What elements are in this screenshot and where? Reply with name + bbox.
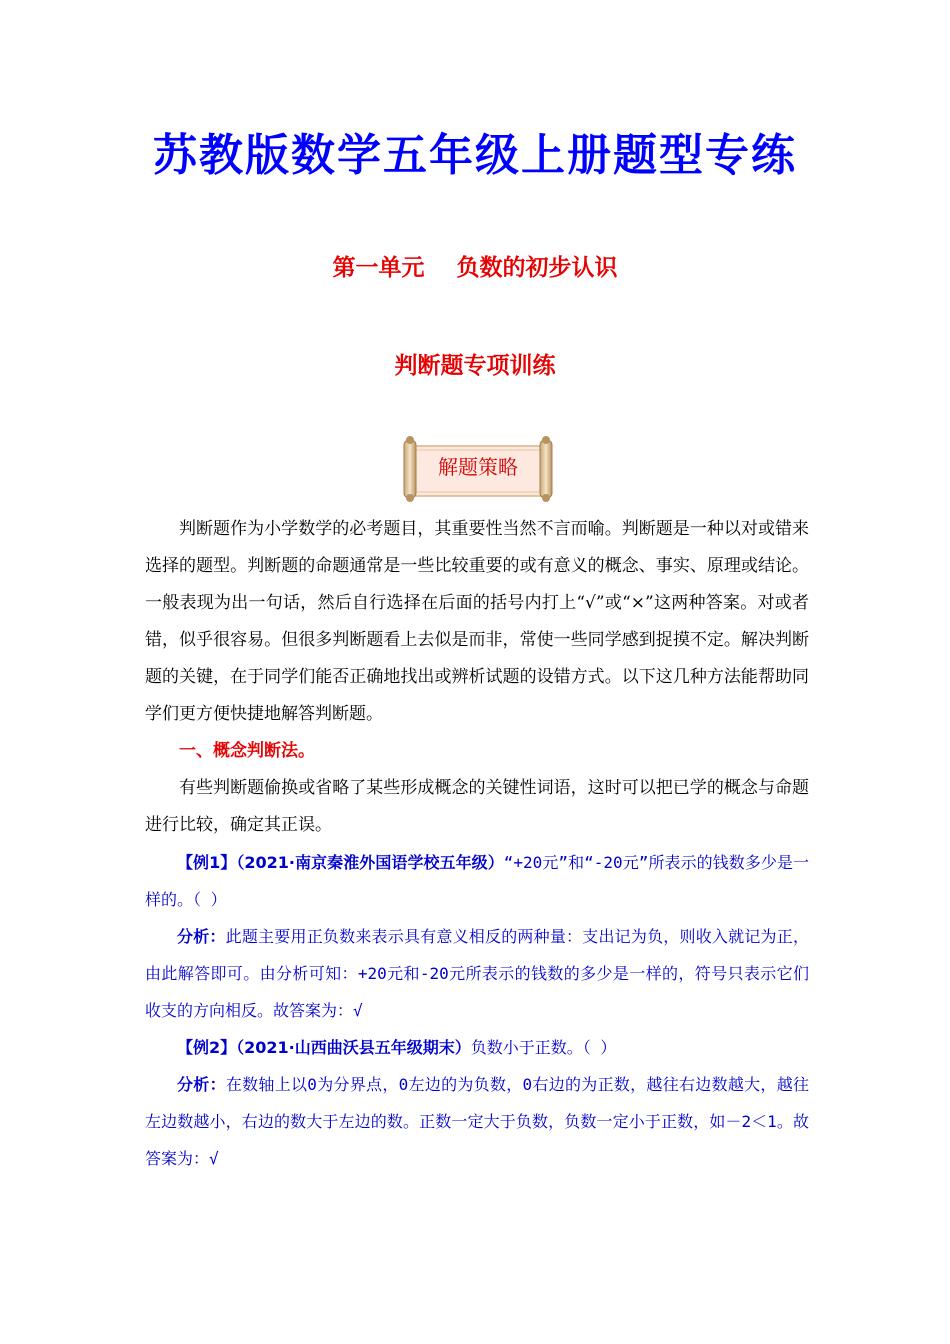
example-2-analysis-label: 分析： [177,1075,226,1094]
method-heading: 一、概念判断法。 [179,741,315,761]
document-body [145,511,809,1177]
intro-paragraph: 判断题作为小学数学的必考题目，其重要性当然不言而喻。判断题是一种以对或错来选择的题型。判断题的命题通常是一些比较重要的或有意义的概念、事实、原理或结论。一般表现为出一句话，然后自行选择在后面的括号内打上“√”或“×”这两种答案。对或者错，似乎很容易。但很多判断题看上去似是而非，常使一些同学感到捉摸不定。解决判断题的关键，在于同学们能否正确地找出或辨析试题的设错方式。以下这几种方法能帮助同学们更方便快捷地解答判断题。 [145,519,809,724]
example-1-analysis-text: 此题主要用正负数来表示具有意义相反的两种量：支出记为负，则收入就记为正，由此解答即可。由分析可知：+20元和-20元所表示的钱数的多少是一样的，符号只表示它们收支的方向相反。故答案为：√ [145,927,809,1020]
strategy-label: 解题策略 [438,455,518,479]
unit-heading: 第一单元 负数的初步认识 [332,255,618,281]
method-paragraph: 有些判断题偷换或省略了某些形成概念的关键性词语，这时可以把已学的概念与命题进行比较，确定其正误。 [145,778,809,835]
document-title: 苏教版数学五年级上册题型专练 [153,130,797,181]
example-2-analysis [145,1066,809,1177]
example-1-tag: 【例1】（2021·南京秦淮外国语学校五年级） [177,853,504,872]
example-2-question [145,1029,809,1066]
example-1-analysis [145,918,809,1029]
example-1-question [145,844,809,918]
strategy-scroll-banner [398,436,558,502]
example-2-analysis-text: 在数轴上以0为分界点，0左边的为负数，0右边的为正数，越往右边数越大，越往左边数越小，右边的数大于左边的数。正数一定大于负数，负数一定小于正数，如－2＜1。故答案为：√ [145,1075,809,1168]
section-subtitle: 判断题专项训练 [394,353,556,379]
example-2-tag: 【例2】（2021·山西曲沃县五年级期末） [177,1038,471,1057]
example-1-analysis-label: 分析： [177,927,226,946]
example-2-text: 负数小于正数。（ ） [470,1038,617,1057]
example-1-text: “+20元”和“-20元”所表示的钱数多少是一样的。（ ） [145,853,809,909]
